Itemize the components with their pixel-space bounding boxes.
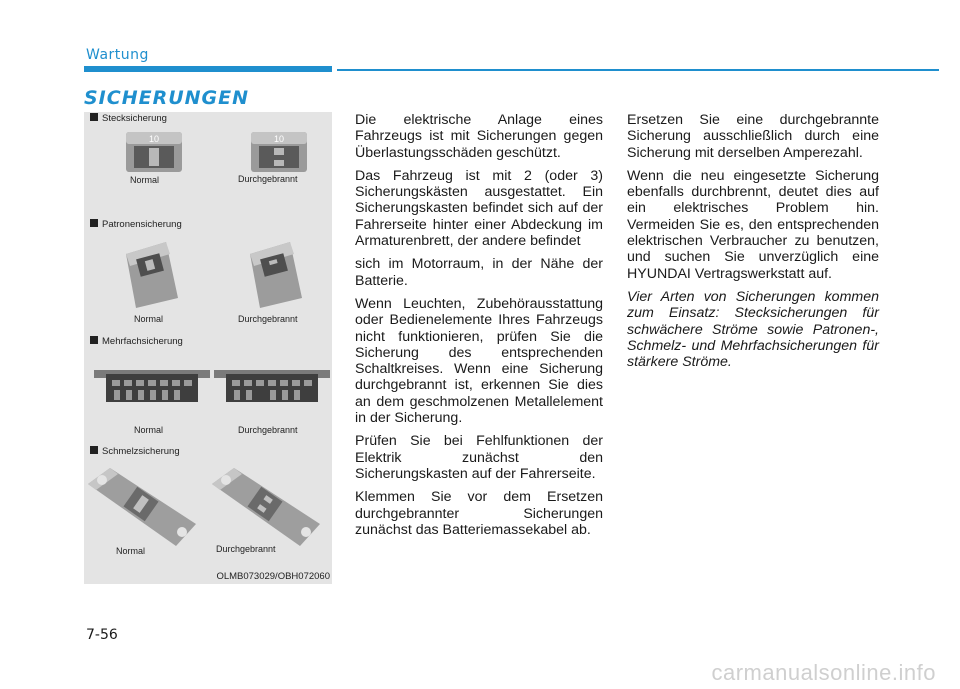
fuse-types-figure bbox=[84, 112, 332, 584]
italic-note: Vier Arten von Sicherungen kommen zum Einsatz: Stecksicherungen für schwächere Ströme sowie Patronen-, Schmelz- und Mehrfachsicherungen für stärkere Ströme. bbox=[627, 288, 879, 371]
text-column-1 bbox=[355, 112, 603, 545]
caption-normal: Normal bbox=[130, 175, 160, 185]
section-title: SICHERUNGEN bbox=[84, 87, 250, 109]
caption-blown: Durchgebrannt bbox=[216, 544, 276, 554]
paragraph: Das Fahrzeug ist mit 2 (oder 3) Sicherungskästen ausgestattet. Ein Sicherungskasten befindet sich auf der Fahrerseite hinter einer Abdeckung im Armaturenbrett, der andere befindet bbox=[355, 167, 603, 250]
watermark: carmanualsonline.info bbox=[711, 660, 936, 685]
text-column-2 bbox=[627, 112, 879, 377]
fusible-link-blown-image bbox=[208, 462, 326, 554]
paragraph: Ersetzen Sie eine durchgebrannte Sicherung ausschließlich durch eine Sicherung mit derselben Amperezahl. bbox=[627, 112, 879, 161]
cartridge-fuse-blown-image bbox=[244, 238, 306, 312]
caption-blown: Durchgebrannt bbox=[238, 314, 298, 324]
paragraph: Wenn Leuchten, Zubehörausstattung oder Bedienelemente Ihres Fahrzeugs nicht funktionieren, prüfen Sie die Sicherung des entsprechenden Schaltkreises. Wenn eine Sicherung durchgebrannt ist, erkennen Sie dies an dem geschmolzenen Metallelement in der Sicherung. bbox=[355, 295, 603, 427]
multi-fuse-normal-image bbox=[94, 364, 210, 410]
page-number: 7-56 bbox=[86, 627, 118, 643]
multi-fuse-blown-image bbox=[214, 364, 330, 410]
header-rule-thin bbox=[337, 69, 939, 71]
figure-code: OLMB073029/OBH072060 bbox=[216, 571, 330, 582]
blade-fuse-rating-label: 10 bbox=[273, 134, 285, 144]
caption-blown: Durchgebrannt bbox=[238, 174, 298, 184]
header-rule-thick bbox=[84, 66, 332, 72]
paragraph: sich im Motorraum, in der Nähe der Batterie. bbox=[355, 256, 603, 289]
figure-label-blade-fuse: Stecksicherung bbox=[90, 113, 167, 124]
paragraph: Die elektrische Anlage eines Fahrzeugs ist mit Sicherungen gegen Überlastungsschäden geschützt. bbox=[355, 112, 603, 161]
section-header: Wartung bbox=[86, 47, 149, 63]
figure-label-fusible-link: Schmelzsicherung bbox=[90, 446, 180, 457]
caption-normal: Normal bbox=[116, 546, 146, 556]
paragraph: Prüfen Sie bei Fehlfunktionen der Elektrik zunächst den Sicherungskasten auf der Fahrerseite. bbox=[355, 433, 603, 482]
blade-fuse-blown-image bbox=[249, 130, 309, 178]
blade-fuse-rating-label: 10 bbox=[148, 134, 160, 144]
blade-fuse-normal-image bbox=[124, 130, 184, 178]
fusible-link-normal-image bbox=[84, 462, 202, 554]
caption-normal: Normal bbox=[134, 314, 164, 324]
paragraph: Klemmen Sie vor dem Ersetzen durchgebrannter Sicherungen zunächst das Batteriemassekabel ab. bbox=[355, 489, 603, 538]
figure-label-multi-fuse: Mehrfachsicherung bbox=[90, 336, 183, 347]
cartridge-fuse-normal-image bbox=[120, 238, 182, 312]
caption-normal: Normal bbox=[134, 425, 164, 435]
paragraph: Wenn die neu eingesetzte Sicherung ebenfalls durchbrennt, deutet dies auf ein elektrisches Problem hin. Vermeiden Sie es, den entsprechenden elektrischen Verbraucher zu benutzen, und suchen Sie unverzüglich eine HYUNDAI Vertragswerkstatt auf. bbox=[627, 167, 879, 282]
caption-blown: Durchgebrannt bbox=[238, 425, 298, 435]
figure-label-cartridge-fuse: Patronensicherung bbox=[90, 219, 182, 230]
